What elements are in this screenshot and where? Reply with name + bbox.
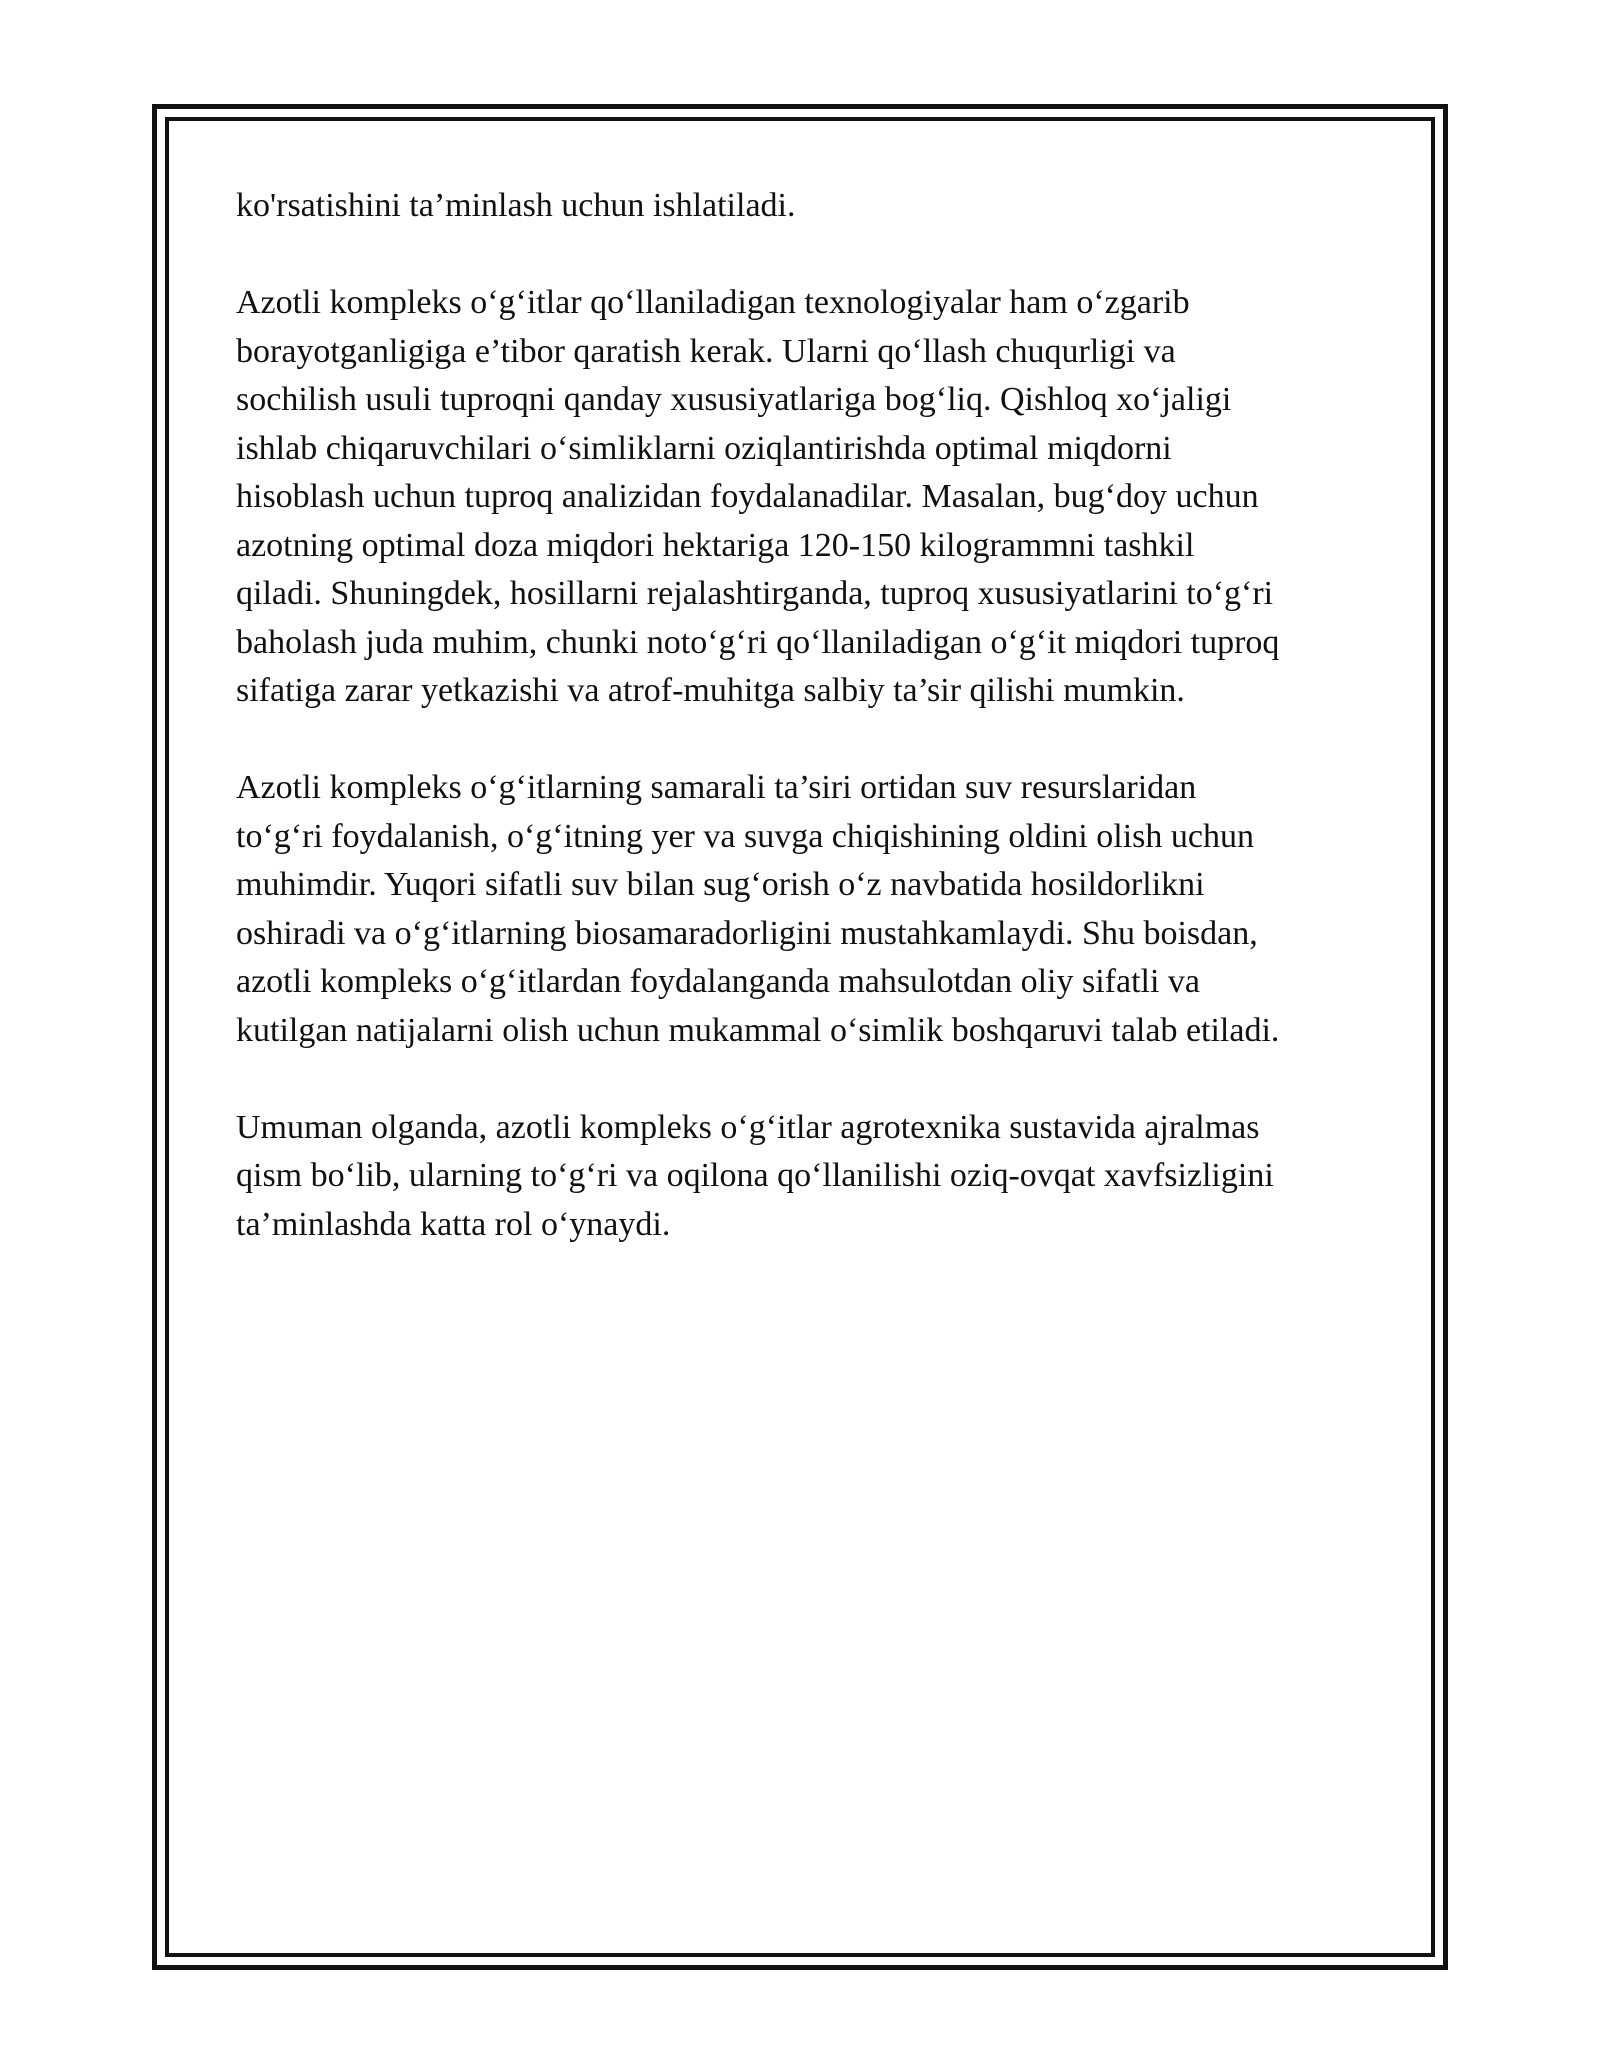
text-line: borayotganligiga e’tibor qaratish kerak. Ularni qo‘llash chuqurligi va (236, 332, 1176, 370)
paragraph-application-technology (236, 279, 1386, 716)
text-line: qism bo‘lib, ularning to‘g‘ri va oqilona qo‘llanilishi oziq-ovqat xavfsizligini (236, 1157, 1274, 1194)
paragraph-water-resources (236, 764, 1386, 1055)
text-line: ko'rsatishini ta’minlash uchun ishlatiladi. (236, 187, 796, 224)
text-line: baholash juda muhim, chunki noto‘g‘ri qo‘llaniladigan o‘g‘it miqdori tuproq (236, 623, 1280, 661)
text-line: to‘g‘ri foydalanish, o‘g‘itning yer va suvga chiqishining oldini olish uchun (236, 817, 1254, 855)
paragraph-continuation (236, 182, 1386, 231)
text-line: Azotli kompleks o‘g‘itlarning samarali ta’siri ortidan suv resurslaridan (236, 769, 1197, 806)
text-line: qiladi. Shuningdek, hosillarni rejalashtirganda, tuproq xususiyatlarini to‘g‘ri (236, 575, 1274, 612)
text-line: hisoblash uchun tuproq analizidan foydalanadilar. Masalan, bug‘doy uchun (236, 478, 1259, 515)
document-body (236, 182, 1386, 1298)
text-line: sochilish usuli tuproqni qanday xususiyatlariga bog‘liq. Qishloq xo‘jaligi (236, 381, 1232, 418)
text-line: kutilgan natijalarni olish uchun mukammal o‘simlik boshqaruvi talab etiladi. (236, 1011, 1280, 1049)
text-line: muhimdir. Yuqori sifatli suv bilan sug‘orish o‘z navbatida hosildorlikni (236, 866, 1205, 903)
text-line: Azotli kompleks o‘g‘itlar qo‘llaniladigan texnologiyalar ham o‘zgarib (236, 284, 1190, 321)
text-line: ta’minlashda katta rol o‘ynaydi. (236, 1205, 671, 1243)
text-line: azotning optimal doza miqdori hektariga 120-150 kilogrammni tashkil (236, 526, 1195, 564)
text-line: ishlab chiqaruvchilari o‘simliklarni oziqlantirishda optimal miqdorni (236, 429, 1172, 467)
text-line: sifatiga zarar yetkazishi va atrof-muhitga salbiy ta’sir qilishi mumkin. (236, 672, 1185, 709)
text-line: oshiradi va o‘g‘itlarning biosamaradorligini mustahkamlaydi. Shu boisdan, (236, 914, 1258, 952)
text-line: Umuman olganda, azotli kompleks o‘g‘itlar agrotexnika sustavida ajralmas (236, 1108, 1260, 1146)
paragraph-conclusion (236, 1104, 1386, 1250)
text-line: azotli kompleks o‘g‘itlardan foydalanganda mahsulotdan oliy sifatli va (236, 963, 1201, 1000)
